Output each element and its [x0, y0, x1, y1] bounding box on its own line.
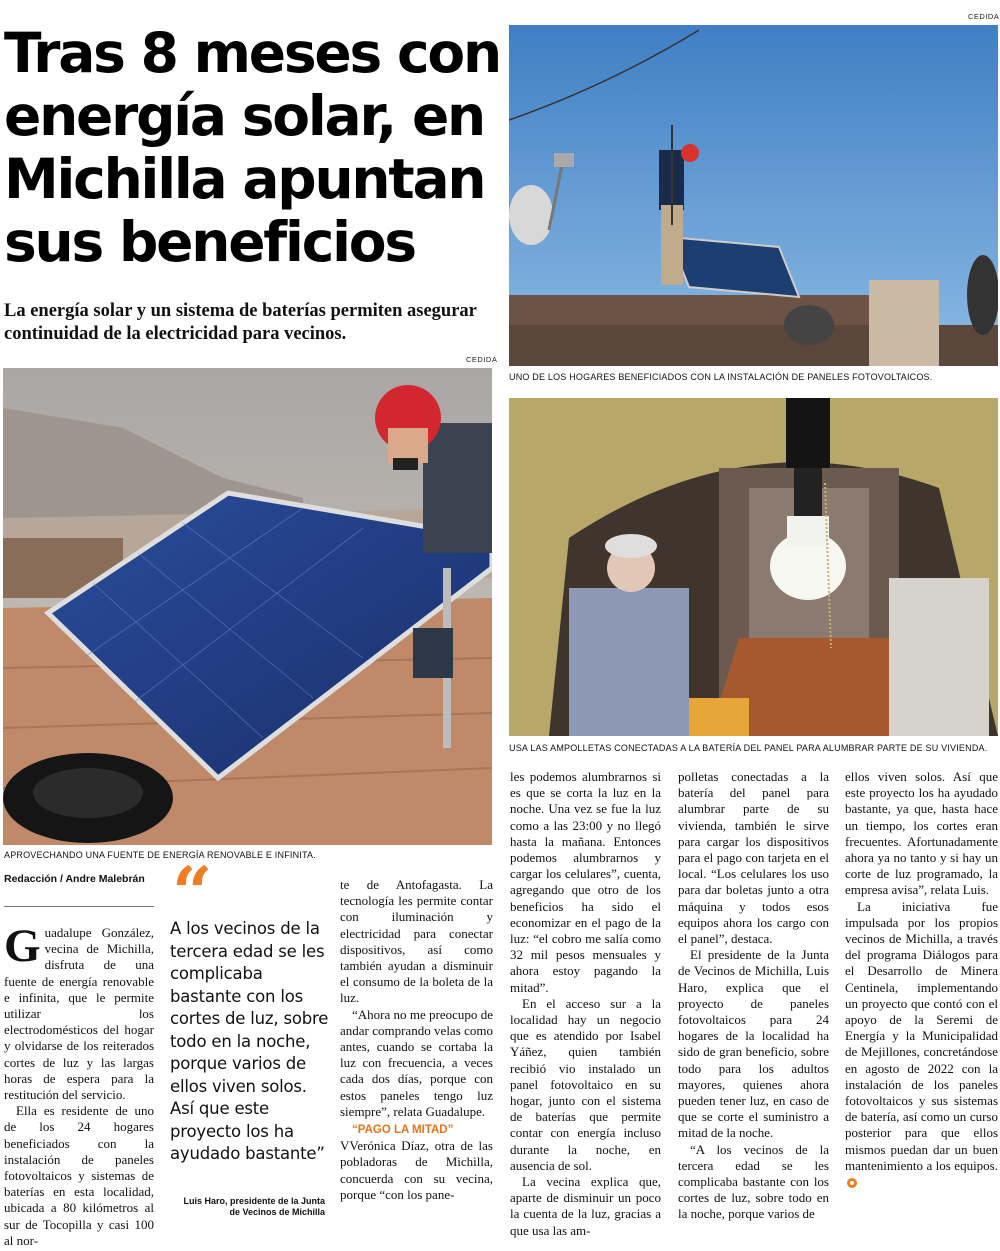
pull-quote-attribution: Luis Haro, presidente de la Junta de Vecinos de Michilla	[183, 1196, 325, 1217]
paragraph: “A los vecinos de la tercera edad se les complicaba bastante con los cortes de luz, sobre todo en la noche, porque varios de	[678, 1141, 829, 1222]
pull-quote: A los vecinos de la tercera edad se les complicaba bastante con los cortes de luz, sobre todo en la noche, porque varios de ellos viven solos. Así que este proyecto los ha ayudado bastante”	[170, 919, 329, 1163]
paragraph: les podemos alumbrarnos si es que se corta la luz en la noche. Una vez se fue la luz como a las 23:00 y no llegó hasta la mañana. Entonces podemos alumbrarnos y cargar los celulares”, cuenta, agregando que otro de los beneficios ha sido el economizar en el pago de la luz: “el cobro me salía como 32 mil pesos mensuales y ahora estoy pagando la mitad”.	[510, 769, 661, 995]
drop-cap: G	[4, 920, 41, 972]
paragraph: Guadalupe González, vecina de Michilla, disfruta de una fuente de energía renovable e infinita, que le permite utilizar los electrodomésticos del hogar y olvidarse de los reiterados cortes de luz y las largas horas de espera para la restitución del servicio.	[4, 920, 154, 1103]
paragraph: En el acceso sur a la localidad hay un negocio que es atendido por Isabel Yáñez, quien también recibió vio instalado un panel fotovoltaico en su hogar, junto con el sistema de baterías que permite contar con energía incluso durante la noche, en ausencia de sol.	[510, 995, 661, 1173]
caption-rooftop: UNO DE LOS HOGARES BENEFICIADOS CON LA INSTALACIÓN DE PANELES FOTOVOLTAICOS.	[509, 372, 933, 382]
quote-mark-icon: “	[172, 851, 213, 934]
paragraph: La iniciativa fue impulsada por los propios vecinos de Michilla, a través del programa Diálogos para el Desarrollo de Minera Centinela, implementando un proyecto que contó con el apoyo de la Seremi de Energía y la Municipalidad de Mejillones, concretándose en agosto de 2022 con la instalación de los paneles fotovoltaicos y sus sistemas de batería, así como un curso posterior para que ellos mismos puedan dar un buen mantenimiento a los equipos.	[845, 899, 998, 1191]
byline-divider	[4, 906, 154, 907]
photo-credit-main: CEDIDA	[466, 355, 498, 364]
photo-credit-top: CEDIDA	[968, 12, 1000, 21]
body-column-4	[678, 769, 829, 1223]
subhead: La energía solar y un sistema de baterías permiten asegurar continuidad de la electricidad para vecinos.	[4, 301, 477, 344]
lamp-photo	[509, 398, 998, 736]
body-column-3	[510, 769, 661, 1239]
paragraph: polletas conectadas a la batería del panel para alumbrar parte de su vivienda, también le sirve para cargar los dispositivos para el pago con tarjeta en el local. “Los celulares los uso para dar boletas junto a otra máquina y todos esos equipos ahora los cargo con el panel”, destaca.	[678, 769, 829, 947]
paragraph: El presidente de la Junta de Vecinos de Michilla, Luis Haro, explica que el proyecto de paneles fotovoltaicos para 24 hogares de la localidad ha sido de gran beneficio, sobre todo para los adultos mayores, quienes ahora pueden tener luz, en caso de que se corte el suministro a mitad de la noche.	[678, 947, 829, 1141]
paragraph: La vecina explica que, aparte de disminuir un poco la cuenta de la luz, gracias a que usa las am-	[510, 1174, 661, 1238]
paragraph: Ella es residente de uno de los 24 hogares beneficiados con la instalación de paneles fotovoltaicos y sistemas de baterías en esta localidad, ubicada a 80 kilómetros al sur de Tocopilla y casi 100 al nor-	[4, 1103, 154, 1248]
rooftop-photo	[509, 25, 998, 366]
article-end-icon	[847, 1178, 857, 1188]
body-column-5	[845, 769, 998, 1190]
caption-lamp: USA LAS AMPOLLETAS CONECTADAS A LA BATERÍA DEL PANEL PARA ALUMBRAR PARTE DE SU VIVIENDA.	[509, 743, 988, 753]
paragraph: “Ahora no me preocupo de andar comprando velas como antes, cuando se cortaba la luz con frecuencia, a veces cada dos días, porque con estos paneles tengo luz siempre”, relata Guadalupe.	[340, 1006, 493, 1119]
byline: Redacción / Andre Malebrán	[4, 873, 145, 885]
section-subtitle: “PAGO LA MITAD”	[352, 1124, 454, 1137]
caption-main: APROVECHANDO UNA FUENTE DE ENERGÍA RENOVABLE E INFINITA.	[4, 850, 316, 860]
body-column-1	[4, 920, 154, 1249]
headline: Tras 8 meses con energía solar, en Michilla apuntan sus beneficios	[4, 21, 500, 274]
body-column-2	[340, 877, 493, 1203]
solar-panel-photo	[3, 368, 492, 845]
paragraph: ellos viven solos. Así que este proyecto los ha ayudado bastante, ya que, hasta hace un tiempo, los cortes eran frecuentes. Afortunadamente ahora ya no tanto y si hay un corte de luz programado, la empresa avisa”, relata Luis.	[845, 769, 998, 898]
paragraph: te de Antofagasta. La tecnología les permite contar con iluminación y electricidad para conectar dispositivos, así como también ayudan a disminuir el consumo de la boleta de la luz.	[340, 877, 493, 1006]
paragraph: VVerónica Díaz, otra de las pobladoras de Michilla, concuerda con su vecina, porque “con los pane-	[340, 1138, 493, 1202]
